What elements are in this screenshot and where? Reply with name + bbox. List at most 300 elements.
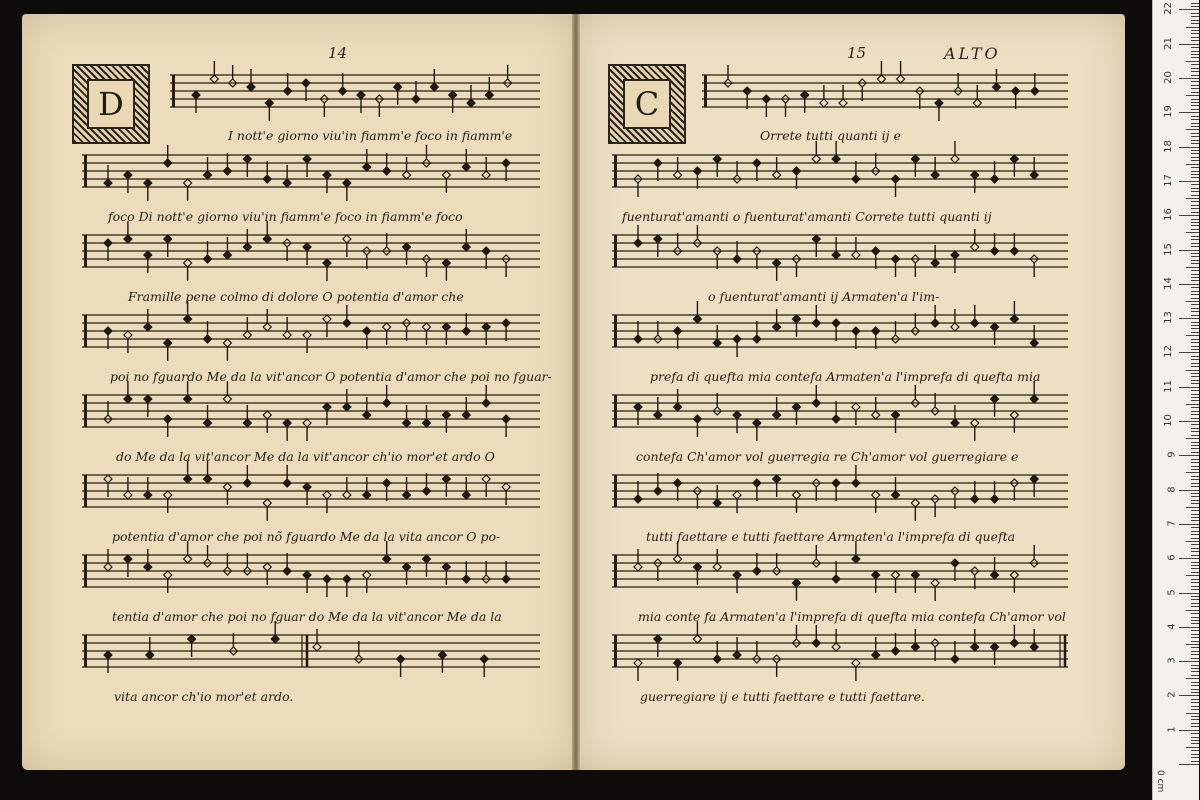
ruler-tick	[1191, 466, 1199, 467]
ruler-tick	[1191, 740, 1199, 741]
ruler-tick	[1191, 579, 1199, 580]
note	[1012, 87, 1020, 109]
note	[403, 405, 411, 427]
note	[263, 563, 271, 585]
ruler-tick	[1191, 349, 1199, 350]
clef-mark	[614, 555, 617, 587]
decorated-initial-left	[72, 64, 150, 144]
note	[872, 327, 880, 349]
ruler-tick	[1191, 153, 1199, 154]
ruler-tick	[1191, 219, 1199, 220]
note	[753, 419, 761, 441]
note	[124, 331, 132, 353]
lyric-line: prefa di quefta mia contefa Armaten'a l'imprefa di quefta mia	[650, 369, 1041, 384]
ruler-tick	[1186, 575, 1199, 576]
clef-mark	[84, 155, 87, 187]
note	[482, 247, 490, 269]
note	[773, 259, 781, 281]
ruler-tick	[1191, 520, 1199, 521]
ruler-tick	[1191, 229, 1199, 230]
clef-mark	[84, 475, 87, 507]
note	[654, 321, 662, 343]
note	[124, 171, 132, 193]
note	[442, 475, 450, 497]
ruler-tick	[1191, 448, 1199, 449]
ruler-tick	[1191, 442, 1199, 443]
clef-mark	[614, 635, 617, 667]
ruler-tick	[1191, 188, 1199, 189]
ruler-tick	[1191, 452, 1199, 453]
note	[283, 317, 291, 339]
music-staff	[82, 630, 540, 680]
ruler-number: 21	[1163, 36, 1175, 50]
ruler-tick	[1191, 428, 1199, 429]
note	[363, 247, 371, 269]
ruler-number: 13	[1163, 311, 1175, 324]
clef-mark	[614, 315, 617, 347]
ruler-tick	[1191, 167, 1199, 168]
ruler-tick	[1191, 548, 1199, 549]
note	[442, 323, 450, 345]
note	[164, 415, 172, 437]
ruler-tick	[1186, 301, 1199, 302]
note	[634, 321, 642, 343]
lyric-line: contefa Ch'amor vol guerregia re Ch'amor vol guerregiare e	[636, 449, 1019, 464]
ruler-number: 3	[1166, 657, 1178, 664]
note	[204, 241, 212, 263]
note	[104, 549, 112, 571]
note	[146, 637, 154, 659]
ruler-tick	[1191, 637, 1199, 638]
ruler-tick	[1186, 129, 1199, 130]
note	[713, 485, 721, 507]
note	[872, 571, 880, 593]
note	[911, 499, 919, 521]
note	[442, 411, 450, 433]
ruler-number: 10	[1163, 414, 1175, 427]
book-gutter	[572, 14, 580, 770]
music-staff	[82, 550, 540, 600]
note	[438, 651, 446, 673]
note	[104, 327, 112, 349]
clef-mark	[84, 555, 87, 587]
note	[229, 633, 237, 655]
note	[104, 239, 112, 261]
ruler-number: 8	[1166, 485, 1178, 493]
note	[323, 575, 331, 597]
ruler-tick	[1191, 23, 1199, 24]
note	[502, 561, 510, 583]
note	[265, 99, 273, 121]
note	[144, 549, 152, 571]
note	[832, 319, 840, 341]
note	[480, 655, 488, 677]
note	[852, 659, 860, 681]
ruler-tick	[1191, 620, 1199, 621]
ruler-tick	[1191, 246, 1199, 247]
ruler-tick	[1191, 373, 1199, 374]
note	[753, 553, 761, 575]
ruler-tick	[1191, 623, 1199, 624]
note	[363, 477, 371, 499]
ruler-number: 4	[1166, 623, 1178, 630]
note	[674, 327, 682, 349]
note	[223, 483, 231, 505]
note	[485, 77, 493, 99]
ruler-tick	[1191, 634, 1199, 635]
ruler-number: 6	[1166, 554, 1178, 561]
ruler-tick	[1191, 596, 1199, 597]
ruler-tick	[1186, 610, 1199, 611]
clef-mark	[172, 75, 175, 107]
lyric-line: potentia d'amor che poi nõ fguardo Me da la vita ancor O po-	[112, 529, 501, 544]
initial-letter-left: D	[87, 79, 135, 129]
note	[792, 255, 800, 277]
ruler-tick	[1191, 322, 1199, 323]
note	[852, 161, 860, 183]
note	[502, 319, 510, 341]
note	[339, 73, 347, 95]
note	[872, 247, 880, 269]
note	[430, 69, 438, 91]
note	[674, 659, 682, 681]
ruler-tick	[1191, 702, 1199, 703]
voice-part-label: ALTO	[944, 44, 1001, 63]
ruler-tick	[1191, 586, 1199, 587]
note	[801, 91, 809, 113]
note	[263, 309, 271, 331]
ruler-tick	[1191, 222, 1199, 223]
note	[422, 323, 430, 345]
note	[892, 571, 900, 593]
note	[462, 477, 470, 499]
note	[954, 73, 962, 95]
note	[693, 487, 701, 509]
note	[973, 85, 981, 107]
note	[184, 259, 192, 281]
note	[693, 415, 701, 437]
ruler-tick	[1191, 706, 1199, 707]
ruler-tick	[1179, 764, 1199, 765]
note	[144, 309, 152, 331]
ruler-tick	[1186, 404, 1199, 405]
clef-mark	[84, 395, 87, 427]
note	[184, 179, 192, 201]
note	[792, 167, 800, 189]
lyric-line: do Me da la vit'ancor Me da la vit'ancor ch'io mor'et ardo O	[116, 449, 495, 464]
ruler-tick	[1191, 33, 1199, 34]
note	[832, 401, 840, 423]
ruler-number: 19	[1163, 105, 1175, 119]
note	[892, 321, 900, 343]
ruler-tick	[1191, 201, 1199, 202]
ruler-tick	[1191, 483, 1199, 484]
ruler-tick	[1191, 671, 1199, 672]
note	[144, 477, 152, 499]
decorated-initial-right	[608, 64, 686, 144]
note	[832, 237, 840, 259]
note	[951, 559, 959, 581]
ruler-unit-label: 0 cm	[1155, 769, 1165, 792]
ruler-tick	[1186, 507, 1199, 508]
note	[693, 563, 701, 585]
note	[144, 395, 152, 417]
ruler-tick	[1191, 366, 1199, 367]
ruler-tick	[1191, 414, 1199, 415]
ruler-tick	[1179, 352, 1199, 353]
note	[916, 87, 924, 109]
note	[872, 397, 880, 419]
right-page-number: 15	[847, 44, 867, 62]
note	[753, 321, 761, 343]
ruler-tick	[1191, 719, 1199, 720]
note	[403, 157, 411, 179]
note	[467, 85, 475, 107]
note	[713, 325, 721, 347]
note	[323, 403, 331, 425]
note	[284, 73, 292, 95]
ruler-tick	[1191, 68, 1199, 69]
ruler-tick	[1191, 761, 1199, 762]
ruler-tick	[1191, 359, 1199, 360]
ruler-tick	[1191, 544, 1199, 545]
note	[223, 153, 231, 175]
ruler-tick	[1186, 713, 1199, 714]
note	[403, 477, 411, 499]
note	[243, 553, 251, 575]
lyric-line: vita ancor ch'io mor'et ardo.	[114, 689, 294, 704]
lyric-line: guerregiare ij e tutti faettare e tutti faettare.	[640, 689, 926, 704]
note	[283, 419, 291, 441]
ruler-tick	[1191, 435, 1199, 436]
ruler-tick	[1191, 394, 1199, 395]
ruler-tick	[1191, 174, 1199, 175]
ruler-tick	[1179, 524, 1199, 525]
clef-mark	[614, 155, 617, 187]
note	[773, 655, 781, 677]
ruler-tick	[1191, 75, 1199, 76]
note	[852, 403, 860, 425]
ruler-tick	[1191, 37, 1199, 38]
note	[733, 411, 741, 433]
ruler-tick	[1191, 555, 1199, 556]
ruler-tick	[1191, 534, 1199, 535]
ruler-tick	[1179, 695, 1199, 696]
note	[449, 91, 457, 113]
ruler-tick	[1191, 64, 1199, 65]
ruler-tick	[1191, 191, 1199, 192]
ruler-tick	[1179, 593, 1199, 594]
note	[363, 571, 371, 593]
ruler-tick	[1191, 363, 1199, 364]
ruler-tick	[1191, 274, 1199, 275]
ruler-tick	[1191, 390, 1199, 391]
note	[951, 641, 959, 663]
note	[762, 95, 770, 117]
note	[971, 481, 979, 503]
note	[355, 641, 363, 663]
note	[263, 499, 271, 521]
note	[422, 255, 430, 277]
note	[462, 561, 470, 583]
note	[634, 549, 642, 571]
note	[782, 95, 790, 117]
note	[383, 323, 391, 345]
note	[812, 479, 820, 501]
note	[892, 477, 900, 499]
ruler-tick	[1191, 177, 1199, 178]
note	[375, 95, 383, 117]
note	[164, 571, 172, 593]
ruler-tick	[1191, 665, 1199, 666]
ruler-tick	[1191, 150, 1199, 151]
note	[991, 323, 999, 345]
ruler-tick	[1191, 256, 1199, 257]
ruler-tick	[1191, 99, 1199, 100]
note	[753, 641, 761, 663]
ruler-tick	[1191, 346, 1199, 347]
note	[911, 155, 919, 177]
note	[247, 69, 255, 91]
note	[243, 155, 251, 177]
ruler-tick	[1191, 71, 1199, 72]
note	[971, 567, 979, 589]
note	[713, 641, 721, 663]
ruler-tick	[1191, 253, 1199, 254]
ruler-tick	[1191, 184, 1199, 185]
clef-mark	[614, 395, 617, 427]
note	[892, 411, 900, 433]
note	[412, 81, 420, 103]
ruler-tick	[1191, 709, 1199, 710]
note	[482, 561, 490, 583]
music-staff	[170, 70, 540, 120]
ruler-tick	[1191, 699, 1199, 700]
note	[911, 255, 919, 277]
ruler-tick	[1191, 459, 1199, 460]
note	[872, 153, 880, 175]
ruler-tick	[1191, 123, 1199, 124]
lyric-line: poi no fguardo Me da la vit'ancor O potentia d'amor che poi no fguar-	[110, 369, 552, 384]
note	[911, 629, 919, 651]
note	[674, 157, 682, 179]
note	[394, 83, 402, 105]
note	[839, 85, 847, 107]
ruler-tick	[1191, 517, 1199, 518]
note	[283, 165, 291, 187]
lyric-line: tutti faettare e tutti faettare Armaten'a l'imprefa di quefta	[646, 529, 1016, 544]
note	[302, 79, 310, 101]
ruler-tick	[1191, 157, 1199, 158]
note	[733, 161, 741, 183]
ruler-tick	[1191, 208, 1199, 209]
ruler-tick	[1191, 136, 1199, 137]
ruler-tick	[1191, 654, 1199, 655]
note	[654, 635, 662, 657]
ruler-tick	[1191, 102, 1199, 103]
ruler-tick	[1191, 315, 1199, 316]
ruler-tick	[1191, 116, 1199, 117]
initial-letter-right: C	[623, 79, 671, 129]
ruler-tick	[1186, 267, 1199, 268]
ruler-tick	[1191, 641, 1199, 642]
note	[462, 397, 470, 419]
ruler-tick	[1191, 81, 1199, 82]
ruler-tick	[1186, 232, 1199, 233]
note	[403, 243, 411, 265]
note	[313, 629, 321, 651]
ruler-tick	[1191, 424, 1199, 425]
note	[502, 483, 510, 505]
ruler-tick	[1191, 294, 1199, 295]
music-staff	[612, 230, 1068, 280]
note	[931, 157, 939, 179]
note	[303, 419, 311, 441]
ruler-tick	[1191, 572, 1199, 573]
note	[654, 159, 662, 181]
ruler-tick	[1191, 496, 1199, 497]
ruler-tick	[1186, 164, 1199, 165]
ruler-tick	[1191, 476, 1199, 477]
music-staff	[82, 150, 540, 200]
note	[1030, 157, 1038, 179]
note	[892, 255, 900, 277]
note	[104, 651, 112, 673]
note	[971, 171, 979, 193]
note	[442, 171, 450, 193]
ruler-tick	[1191, 685, 1199, 686]
ruler-tick	[1191, 239, 1199, 240]
ruler-tick	[1186, 472, 1199, 473]
note	[403, 319, 411, 341]
note	[283, 553, 291, 575]
note	[383, 233, 391, 255]
ruler-tick	[1191, 658, 1199, 659]
note	[911, 313, 919, 335]
ruler-number: 15	[1163, 242, 1175, 256]
ruler-tick	[1191, 400, 1199, 401]
note	[852, 237, 860, 259]
note	[303, 243, 311, 265]
ruler-tick	[1191, 126, 1199, 127]
note	[852, 327, 860, 349]
note	[892, 175, 900, 197]
ruler-tick	[1179, 250, 1199, 251]
lyric-line: mia conte fa Armaten'a l'imprefa di quefta mia contefa Ch'amor vol	[638, 609, 1066, 624]
note	[482, 157, 490, 179]
note	[363, 397, 371, 419]
note	[713, 549, 721, 571]
ruler-tick	[1191, 143, 1199, 144]
ruler-tick	[1191, 757, 1199, 758]
note	[971, 419, 979, 441]
note	[223, 339, 231, 361]
ruler-tick	[1191, 716, 1199, 717]
ruler-tick	[1186, 438, 1199, 439]
ruler-tick	[1191, 726, 1199, 727]
note	[773, 475, 781, 497]
note	[674, 479, 682, 501]
ruler-tick	[1191, 260, 1199, 261]
ruler-tick	[1191, 565, 1199, 566]
note	[773, 553, 781, 575]
ruler-tick	[1191, 527, 1199, 528]
ruler-number: 5	[1166, 588, 1178, 596]
note	[303, 571, 311, 593]
note	[753, 479, 761, 501]
ruler-tick	[1191, 57, 1199, 58]
note	[1030, 629, 1038, 651]
